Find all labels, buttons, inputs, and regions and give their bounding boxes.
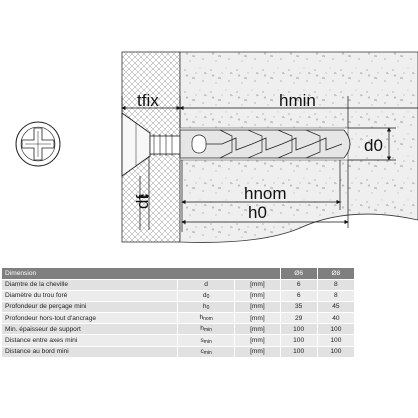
row-value-d6: 100 [280, 346, 317, 357]
row-symbol [177, 290, 234, 301]
row-unit: [mm] [235, 290, 280, 301]
symbol-letter: d [202, 291, 207, 299]
header-symbol [177, 268, 234, 279]
row-value-d8: 40 [317, 313, 354, 324]
row-value-d8: 100 [317, 346, 354, 357]
symbol-subscript: 0 [206, 293, 210, 300]
row-unit: [mm] [235, 346, 280, 357]
row-label: Profondeur de perçage mini [2, 301, 177, 312]
label-hnom: hnom [244, 184, 287, 203]
label-h0: h0 [248, 203, 267, 222]
row-symbol [177, 313, 234, 324]
row-label: Diamtre de la cheville [2, 279, 177, 290]
symbol-subscript: min [203, 349, 212, 356]
label-hmin: hmin [279, 91, 316, 110]
row-label: Distance au bord mini [2, 346, 177, 357]
symbol-letter: h [200, 325, 204, 333]
symbol-letter: h [199, 314, 204, 322]
row-value-d6: 6 [280, 290, 317, 301]
row-symbol [177, 324, 234, 335]
label-tfix: tfix [137, 91, 159, 110]
symbol-letter: c [200, 347, 204, 355]
header-d6: Ø6 [280, 268, 317, 279]
row-value-d6: 100 [280, 324, 317, 335]
row-value-d8: 8 [317, 290, 354, 301]
row-unit: [mm] [235, 301, 280, 312]
row-value-d8: 100 [317, 324, 354, 335]
label-d0: d0 [364, 136, 383, 155]
symbol-subscript: min [203, 338, 212, 345]
row-unit: [mm] [235, 335, 280, 346]
dimension-table [2, 268, 354, 358]
row-label: Distance entre axes mini [2, 335, 177, 346]
table-row [2, 324, 354, 335]
screw-head-front-view [16, 122, 60, 166]
row-unit: [mm] [235, 279, 280, 290]
row-value-d6: 35 [280, 301, 317, 312]
symbol-subscript: nom [203, 316, 213, 323]
label-df: df [133, 194, 152, 209]
header-d8: Ø8 [317, 268, 354, 279]
row-symbol [177, 335, 234, 346]
row-value-d6: 100 [280, 335, 317, 346]
symbol-letter: d [204, 280, 208, 288]
table-row [2, 313, 354, 324]
row-unit: [mm] [235, 313, 280, 324]
table-row [2, 335, 354, 346]
symbol-letter: h [202, 302, 207, 310]
table-row [2, 301, 354, 312]
table-row [2, 346, 354, 357]
table-header-row [2, 268, 354, 279]
table-row [2, 279, 354, 290]
row-label: Diamètre du trou foré [2, 290, 177, 301]
header-unit [235, 268, 280, 279]
row-label: Profondeur hors-tout d'ancrage [2, 313, 177, 324]
row-value-d8: 8 [317, 279, 354, 290]
row-symbol [177, 279, 234, 290]
row-label: Min. épaisseur de support [2, 324, 177, 335]
symbol-letter: s [200, 336, 204, 344]
row-value-d6: 29 [280, 313, 317, 324]
row-symbol [177, 301, 234, 312]
table-row [2, 290, 354, 301]
screw-shank [150, 136, 180, 154]
row-unit: [mm] [235, 324, 280, 335]
symbol-subscript: min [203, 327, 212, 334]
symbol-subscript: 0 [206, 304, 210, 311]
header-dimension: Dimension [2, 268, 177, 279]
row-value-d8: 100 [317, 335, 354, 346]
row-symbol [177, 346, 234, 357]
row-value-d6: 6 [280, 279, 317, 290]
row-value-d8: 45 [317, 301, 354, 312]
